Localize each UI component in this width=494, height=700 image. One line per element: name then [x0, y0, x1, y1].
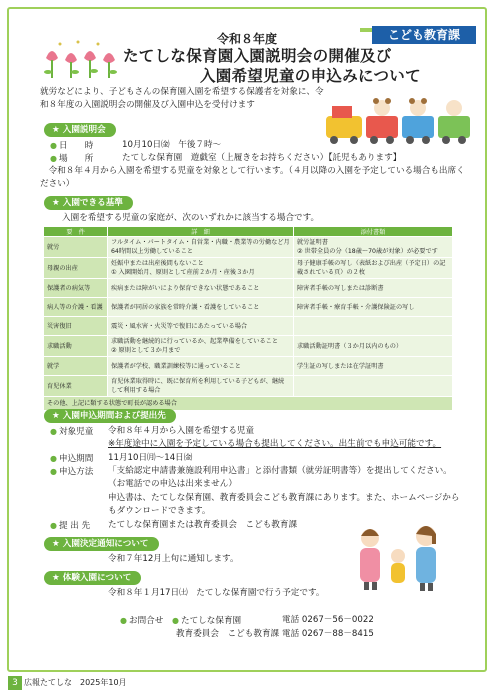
contact-org: 教育委員会 こども教育課	[176, 629, 280, 639]
notification-text: 令和７年12月上旬に通知します。	[108, 554, 239, 564]
section-heading-trial: ★ 体験入園について	[44, 571, 141, 585]
family-illustration	[330, 522, 470, 592]
requirement-cell: 求職活動	[44, 336, 108, 357]
document-cell: 障害者手帳の写しまたは診断書	[294, 279, 453, 298]
contact-org: ● たてしな保育園	[172, 614, 241, 628]
briefing-date-value: 10月10日㈮ 午後７時～	[122, 140, 222, 150]
detail-cell: 保護者が同居の家族を常時介護・看護をしていること	[108, 298, 294, 317]
detail-cell: 求職活動を継続的に行っているか、起業準備をしていること ② 原則として３か月まで	[108, 336, 294, 357]
requirement-cell: 災害復旧	[44, 317, 108, 336]
column-header: 詳 細	[108, 227, 294, 237]
detail-cell: 保護者が学校、職業訓練校等に通っていること	[108, 357, 294, 376]
section-heading-briefing: ★ 入園説明会	[44, 123, 116, 137]
table-row	[44, 237, 453, 258]
period-value: 11月10日㈪～14日㈮	[108, 453, 193, 463]
star-icon: ★	[52, 573, 60, 583]
method-value: 「支給認定申請書兼施設利用申込書」と添付書類（就労証明書等）を提出してください。	[108, 466, 452, 476]
page-title-line2: 入園希望児童の申込みについて	[200, 67, 421, 85]
table-footer-cell: その他、上記に類する状態で町長が認める場合	[44, 397, 453, 411]
table-row	[44, 376, 453, 397]
briefing-place-label: ● 場 所	[50, 152, 93, 166]
method-note: もダウンロードできます。	[108, 506, 211, 516]
column-header: 要 件	[44, 227, 108, 237]
fiscal-year: 令和８年度	[216, 32, 277, 46]
page-number: 3	[8, 676, 22, 690]
train-illustration	[324, 86, 474, 148]
requirement-cell: 保護者の病気等	[44, 279, 108, 298]
star-icon: ★	[52, 198, 60, 208]
column-header: 添付書類	[294, 227, 453, 237]
requirement-cell: 病人等の介護・看護	[44, 298, 108, 317]
briefing-date-label: ● 日 時	[50, 139, 93, 153]
section-heading-notification: ★ 入園決定通知について	[44, 537, 159, 551]
target-note: ※年度途中に入園を予定している場合も提出してください。出生前でも申込可能です。	[108, 439, 442, 449]
detail-cell: 妊娠中または出産後間もないこと ① 入園開始月、原則として産前２か月・産後３か月	[108, 258, 294, 279]
star-icon: ★	[52, 539, 60, 549]
table-row	[44, 317, 453, 336]
section-heading-criteria: ★ 入園できる基準	[44, 196, 133, 210]
contact-phone: 電話 0267－56－0022	[282, 615, 374, 625]
requirement-cell: 母親の出産	[44, 258, 108, 279]
intro-text: 就労などにより、子どもさんの保育園入園を希望する保護者を対象に、令和８年度の入園説明会の開催及び入園申込を受付けます	[40, 87, 324, 110]
document-cell: 学生証の写しまたは在学証明書	[294, 357, 453, 376]
table-row	[44, 298, 453, 317]
document-cell	[294, 317, 453, 336]
contact-label: ● お問合せ	[120, 614, 163, 628]
submit-label: ● 提 出 先	[50, 519, 90, 533]
document-cell: 障害者手帳・療育手帳・介護保険証の写し	[294, 298, 453, 317]
star-icon: ★	[52, 125, 60, 135]
requirement-cell: 就労	[44, 237, 108, 258]
table-row	[44, 336, 453, 357]
detail-cell: 疾病または障がいにより保育できない状態であること	[108, 279, 294, 298]
method-note: 申込書は、たてしな保育園、教育委員会こども教育課にあります。また、ホームページから	[108, 493, 460, 503]
department-tag: こども教育課	[372, 26, 476, 44]
target-label: ● 対象児童	[50, 425, 93, 439]
period-label: ● 申込期間	[50, 452, 93, 466]
table-header-row	[44, 227, 453, 237]
detail-cell: 育児休業取得時に、既に保育所を利用している子どもが、継続して利用する場合	[108, 376, 294, 397]
trial-text: 令和８年１月17日㈯ たてしな保育園で行う予定です。	[108, 588, 325, 598]
document-cell: 求職活動証明書（３か月以内のもの）	[294, 336, 453, 357]
footer-label: 広報たてしな 2025年10月	[24, 678, 127, 687]
star-icon: ★	[52, 411, 60, 421]
table-row	[44, 258, 453, 279]
requirement-cell: 育児休業	[44, 376, 108, 397]
page-title-line1: たてしな保育園入園説明会の開催及び	[123, 47, 392, 65]
detail-cell: 震災・風水害・火災等で復旧にあたっている場合	[108, 317, 294, 336]
briefing-note: 令和８年４月から入園を希望する児童を対象として行います。（４月以降の入園を予定している場合も出席ください）	[40, 166, 465, 189]
document-cell: 母子健康手帳の写し（表紙および出産（予定日）の記載されている頁）の２枚	[294, 258, 453, 279]
contact-phone: 電話 0267－88－8415	[282, 629, 374, 639]
method-note: （お電話での申込は出来ません）	[108, 479, 237, 489]
section-heading-application: ★ 入園申込期間および提出先	[44, 409, 176, 423]
detail-cell: フルタイム・パートタイム・自営業・内職・農業等の労働など月64時間以上労働していること	[108, 237, 294, 258]
method-label: ● 申込方法	[50, 465, 93, 479]
submit-value: たてしな保育園または教育委員会 こども教育課	[108, 520, 298, 530]
target-value: 令和８年４月から入園を希望する児童	[108, 426, 255, 436]
criteria-lead: 入園を希望する児童の家庭が、次のいずれかに該当する場合です。	[62, 213, 320, 223]
criteria-table	[43, 226, 453, 411]
table-row	[44, 279, 453, 298]
briefing-place-value: たてしな保育園 遊戯室（上履きをお持ちください）【託児もあります】	[122, 153, 402, 163]
document-cell	[294, 376, 453, 397]
document-cell: 就労証明書 ② 世帯全員の分（18歳～70歳が対象）が必要です	[294, 237, 453, 258]
requirement-cell: 就学	[44, 357, 108, 376]
table-row	[44, 357, 453, 376]
